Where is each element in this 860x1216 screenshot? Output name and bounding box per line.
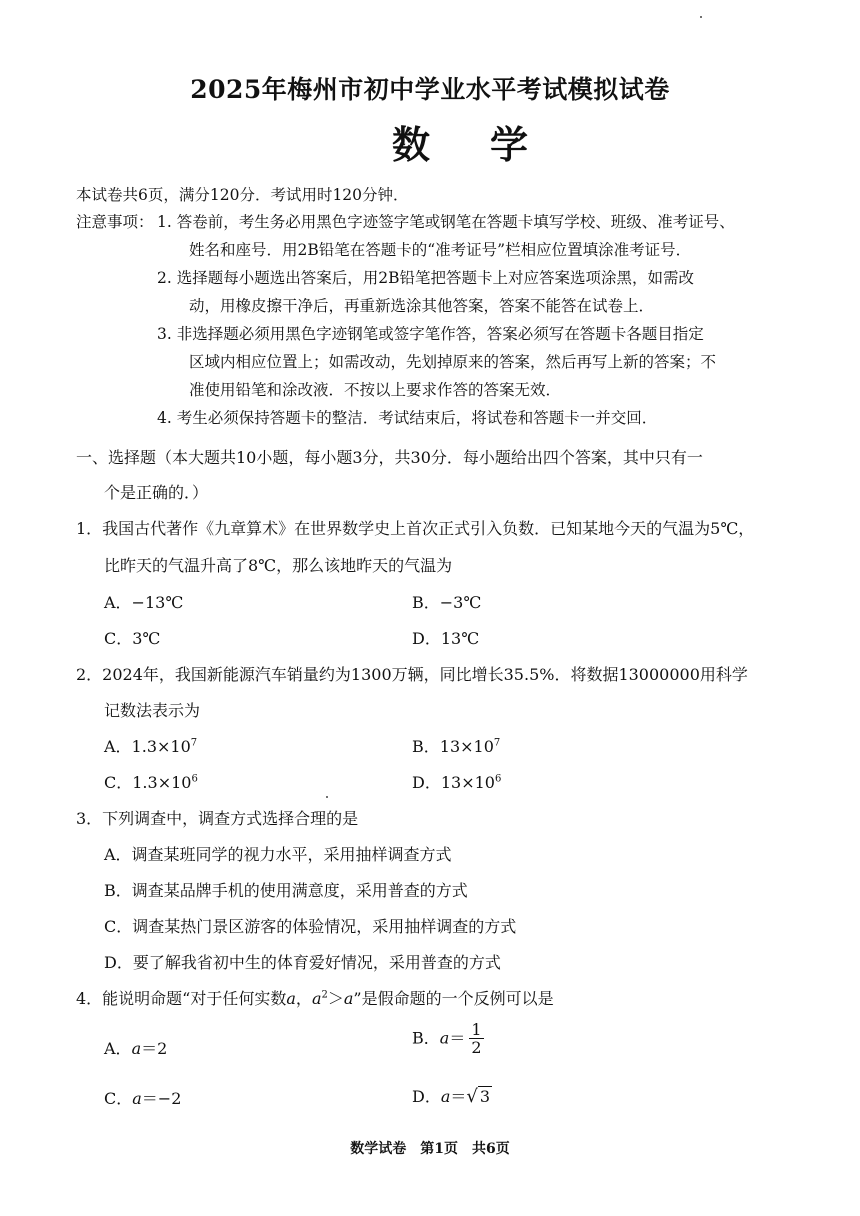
notice-3-line-3: 准使用铅笔和涂改液．不按以上要求作答的答案无效． <box>189 381 562 399</box>
question-1-option-a: A．−13℃ <box>104 593 184 612</box>
scan-speck <box>326 796 328 798</box>
question-3-option-c: C．调查某热门景区游客的体验情况，采用抽样调查的方式 <box>104 917 517 936</box>
subject-title: 数学 <box>391 122 588 167</box>
question-2-stem-cont: 记数法表示为 <box>104 701 201 720</box>
notice-2-line-2: 动，用橡皮擦干净后，再重新选涂其他答案，答案不能答在试卷上． <box>189 297 655 315</box>
section-heading-cont: 个是正确的．） <box>104 483 209 502</box>
question-1-option-b: B．−3℃ <box>412 593 482 612</box>
question-1-option-c: C．3℃ <box>104 629 161 648</box>
exam-title: 2025年梅州市初中学业水平考试模拟试卷 <box>190 75 670 104</box>
question-3-stem: 3．下列调查中，调查方式选择合理的是 <box>76 809 359 828</box>
notice-1-line-2: 姓名和座号．用2B铅笔在答题卡的“准考证号”栏相应位置填涂准考证号． <box>189 241 692 259</box>
question-2-option-b: B．$13\times 10^7$ <box>412 737 501 756</box>
notice-3-line-1: 3. 非选择题必须用黑色字迹钢笔或签字笔作答，答案必须写在答题卡各题目指定 <box>157 325 704 343</box>
question-2-option-d: D．$13\times 10^6$ <box>412 773 502 792</box>
notice-2-line-1: 2. 选择题每小题选出答案后，用2B铅笔把答题卡上对应答案选项涂黑，如需改 <box>157 269 694 287</box>
notice-1-line-1: 1. 答卷前，考生务必用黑色字迹签字笔或钢笔在答题卡填写学校、班级、准考证号、 <box>157 213 735 231</box>
question-1-stem-cont: 比昨天的气温升高了8℃，那么该地昨天的气温为 <box>104 556 453 575</box>
question-3-option-b: B．调查某品牌手机的使用满意度，采用普查的方式 <box>104 881 468 900</box>
question-4-option-d: D．a＝√ 3 <box>412 1086 491 1107</box>
question-1-option-d: D．13℃ <box>412 629 480 648</box>
question-4-option-c: C．a＝−2 <box>104 1089 182 1108</box>
sqrt-three: √ 3 <box>466 1086 491 1107</box>
question-2-option-a: A．$1.3\times 10^7$ <box>104 737 198 756</box>
intro-text: 本试卷共6页，满分120分．考试用时120分钟． <box>76 186 409 204</box>
notice-3-line-2: 区域内相应位置上；如需改动，先划掉原来的答案，然后再写上新的答案；不 <box>189 353 717 371</box>
page-footer: 数学试卷 第1页 共6页 <box>350 1141 510 1157</box>
question-3-option-d: D．要了解我省初中生的体育爱好情况，采用普查的方式 <box>104 953 501 972</box>
question-1-stem: 1．我国古代著作《九章算术》在世界数学史上首次正式引入负数．已知某地今天的气温为5℃， <box>76 519 755 538</box>
question-2-option-c: C．$1.3\times 10^6$ <box>104 773 198 792</box>
section-heading: 一、选择题（本大题共10小题，每小题3分，共30分．每小题给出四个答案，其中只有一 <box>76 448 703 467</box>
notice-4-line-1: 4. 考生必须保持答题卡的整洁．考试结束后，将试卷和答题卡一并交回． <box>157 409 658 427</box>
question-4-stem: 4．能说明命题“对于任何实数a，$a^2>a$”是假命题的一个反例可以是 <box>76 989 554 1008</box>
question-4-option-b: B．a＝ $\frac{1}{2}$ <box>412 1020 482 1057</box>
question-4-option-a: A．a＝2 <box>104 1039 168 1058</box>
question-3-option-a: A．调查某班同学的视力水平，采用抽样调查方式 <box>104 845 452 864</box>
fraction-one-half: $\frac{1}{2}$ <box>471 1020 482 1057</box>
question-2-stem: 2．2024年，我国新能源汽车销量约为1300万辆，同比增长35.5%．将数据13000000用科学 <box>76 665 748 684</box>
scan-speck <box>700 16 702 18</box>
notice-label: 注意事项： <box>76 213 154 231</box>
